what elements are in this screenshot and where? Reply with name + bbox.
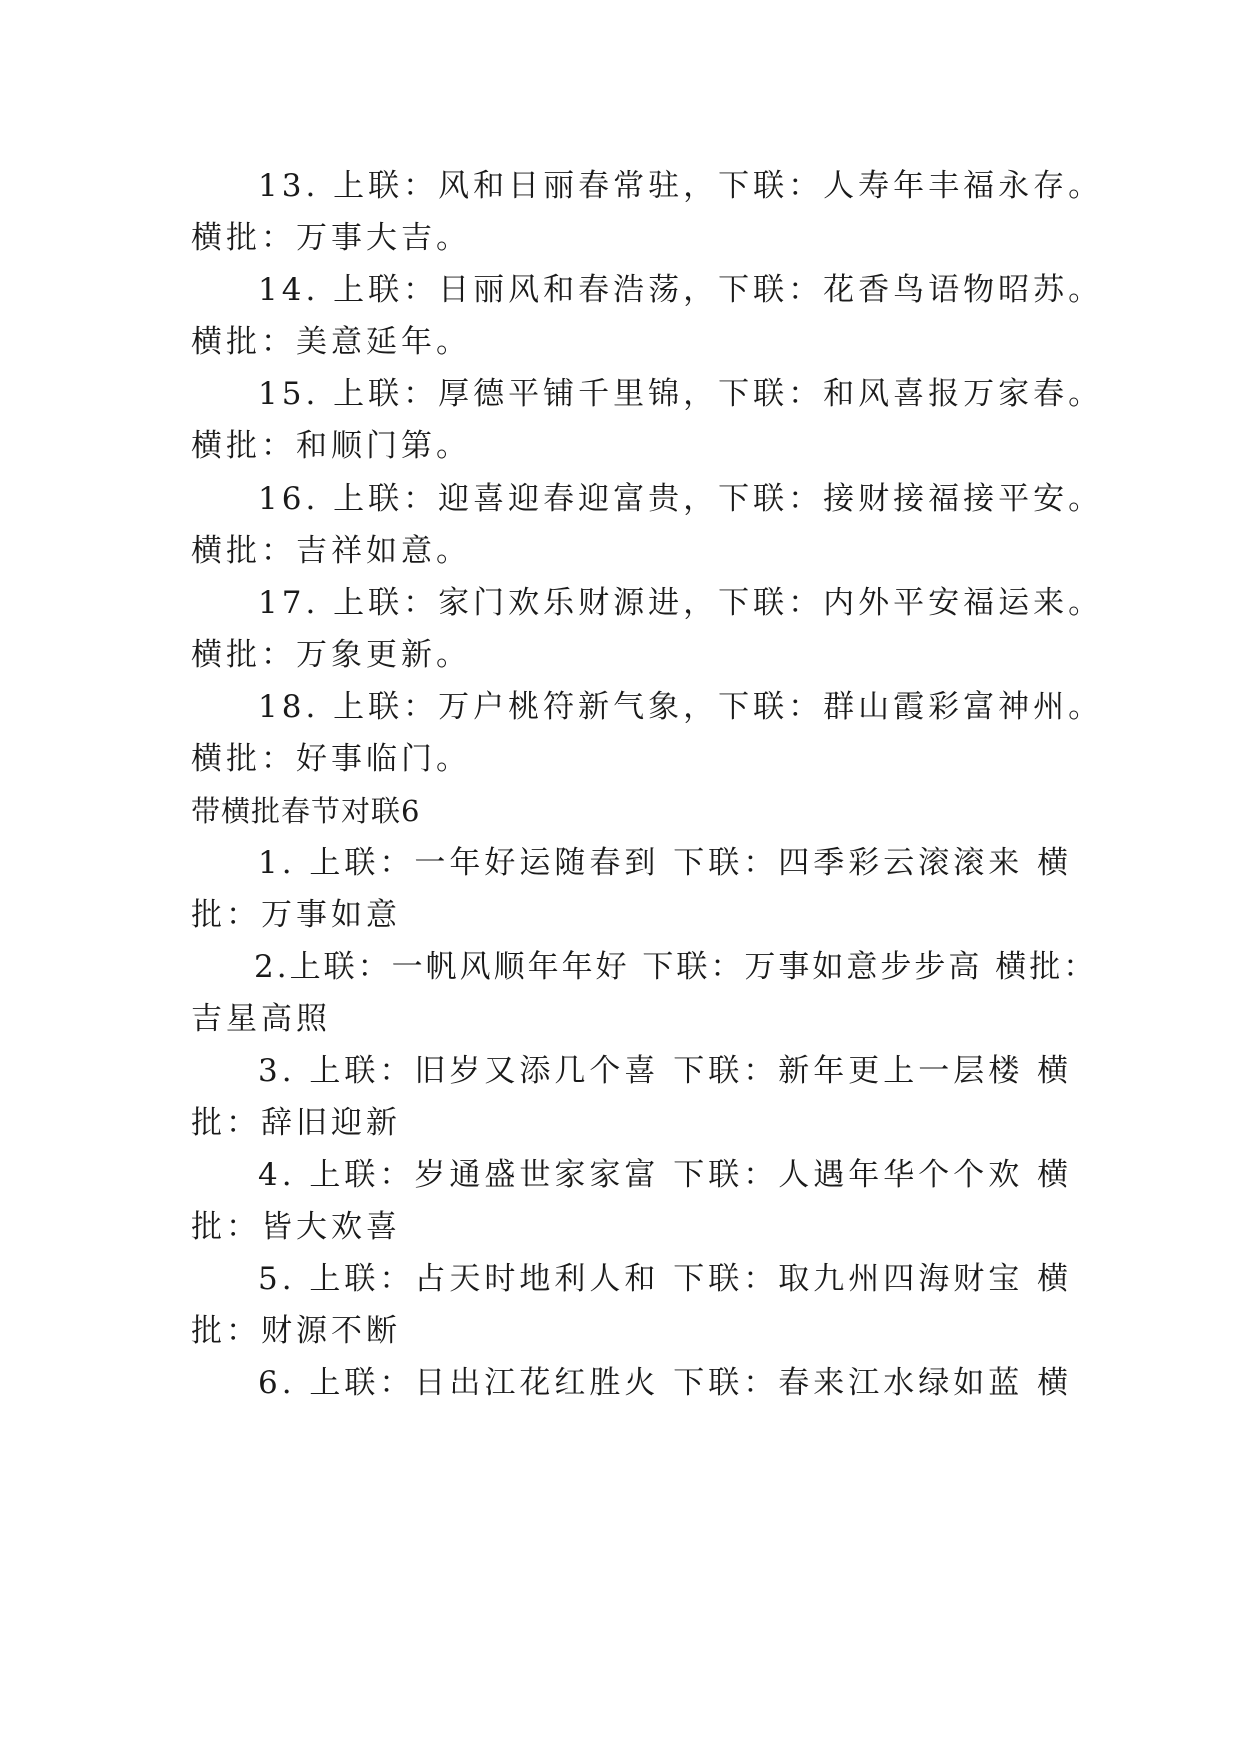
couplet-6-line: 6. 上联：日出江花红胜火 下联：春来江水绿如蓝 横 — [258, 1365, 1073, 1401]
couplet-18-banner: 横批：好事临门。 — [191, 741, 471, 777]
couplet-13-line: 13. 上联：风和日丽春常驻，下联：人寿年丰福永存。 — [258, 168, 1104, 204]
couplet-5-continuation: 批：财源不断 — [191, 1313, 401, 1349]
couplet-13-banner: 横批：万事大吉。 — [191, 220, 471, 256]
couplet-1-line: 1. 上联：一年好运随春到 下联：四季彩云滚滚来 横 — [258, 845, 1073, 881]
couplet-17-banner: 横批：万象更新。 — [191, 637, 471, 673]
couplet-15-line: 15. 上联：厚德平铺千里锦，下联：和风喜报万家春。 — [258, 376, 1104, 412]
couplet-14-banner: 横批：美意延年。 — [191, 324, 471, 360]
couplet-2-line: 2.上联：一帆风顺年年好 下联：万事如意步步高 横批： — [254, 949, 1098, 985]
couplet-16-line: 16. 上联：迎喜迎春迎富贵，下联：接财接福接平安。 — [258, 481, 1104, 517]
couplet-17-line: 17. 上联：家门欢乐财源进，下联：内外平安福运来。 — [258, 585, 1104, 621]
couplet-5-line: 5. 上联：占天时地利人和 下联：取九州四海财宝 横 — [258, 1261, 1073, 1297]
couplet-15-banner: 横批：和顺门第。 — [191, 428, 471, 464]
couplet-4-line: 4. 上联：岁通盛世家家富 下联：人遇年华个个欢 横 — [258, 1157, 1073, 1193]
couplet-18-line: 18. 上联：万户桃符新气象，下联：群山霞彩富神州。 — [258, 689, 1104, 725]
couplet-3-line: 3. 上联：旧岁又添几个喜 下联：新年更上一层楼 横 — [258, 1053, 1073, 1089]
couplet-16-banner: 横批：吉祥如意。 — [191, 533, 471, 569]
couplet-1-continuation: 批：万事如意 — [191, 897, 401, 933]
couplet-14-line: 14. 上联：日丽风和春浩荡，下联：花香鸟语物昭苏。 — [258, 272, 1104, 308]
couplet-2-continuation: 吉星高照 — [191, 1001, 331, 1037]
couplet-3-continuation: 批：辞旧迎新 — [191, 1105, 401, 1141]
section-heading: 带横批春节对联6 — [191, 794, 421, 828]
couplet-4-continuation: 批：皆大欢喜 — [191, 1209, 401, 1245]
